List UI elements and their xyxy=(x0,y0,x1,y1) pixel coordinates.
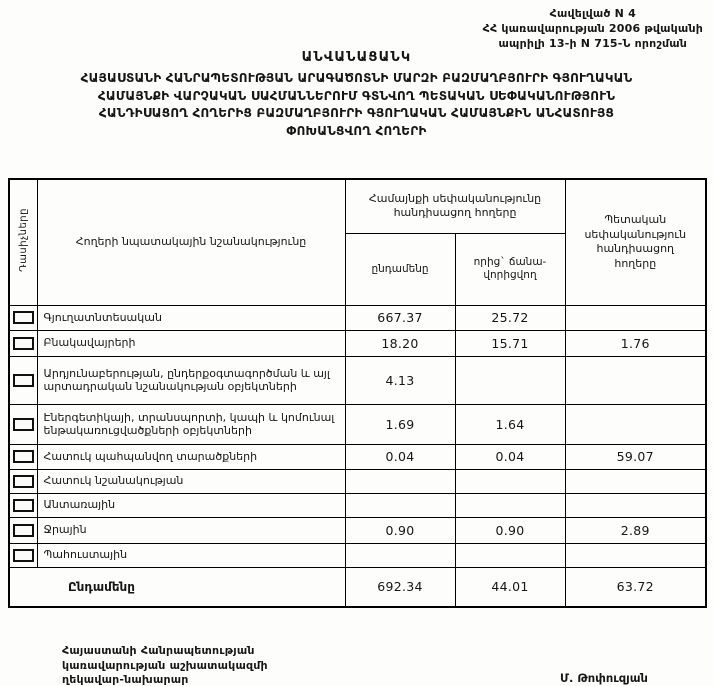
community-total-value: 667.37 xyxy=(345,305,455,330)
decree-year-line: ՀՀ կառավարության 2006 թվականի xyxy=(482,22,703,35)
title-line-4: ՓՈԽԱՆՑՎՈՂ ՀՈՂԵՐԻ xyxy=(286,123,427,138)
community-ofwhich-value: 0.04 xyxy=(455,444,565,469)
column-header-purpose: Հողերի նպատակային նշանակությունը xyxy=(37,179,345,305)
code-box xyxy=(13,374,34,387)
land-transfer-table xyxy=(8,178,707,608)
column-header-codes xyxy=(9,179,37,305)
state-property-value: 59.07 xyxy=(565,444,706,469)
state-property-value xyxy=(565,356,706,404)
land-purpose-label: Հատուկ նշանակության xyxy=(37,469,345,493)
total-community-total-value: 692.34 xyxy=(345,567,455,607)
community-total-value: 4.13 xyxy=(345,356,455,404)
code-cell xyxy=(9,493,37,517)
community-total-value: 0.04 xyxy=(345,444,455,469)
land-purpose-label: Բնակավայրերի xyxy=(37,330,345,356)
community-ofwhich-value xyxy=(455,493,565,517)
code-cell xyxy=(9,469,37,493)
table-row xyxy=(9,543,706,567)
community-total-value: 0.90 xyxy=(345,517,455,543)
codes-vertical-label: Դասիչները xyxy=(17,208,29,273)
title-heading: ԱՆՎԱՆԱՑԱՆԿ xyxy=(301,50,412,65)
code-cell xyxy=(9,330,37,356)
column-header-community: Համայնքի սեփականությունը հանդիսացող հողերը xyxy=(345,179,565,233)
appendix-note xyxy=(483,6,703,51)
community-ofwhich-value: 25.72 xyxy=(455,305,565,330)
total-state-property-value: 63.72 xyxy=(565,567,706,607)
total-row-label: Ընդամենը xyxy=(9,567,345,607)
land-purpose-label: Ջրային xyxy=(37,517,345,543)
code-cell xyxy=(9,356,37,404)
community-total-value xyxy=(345,543,455,567)
land-purpose-label: Արդյունաբերության, ընդերքօգտագործման և այլ արտադրական նշանակության օբյեկտների xyxy=(37,356,345,404)
code-cell xyxy=(9,517,37,543)
code-box xyxy=(13,418,34,431)
column-header-total: ընդամենը xyxy=(345,233,455,305)
title-line-1: ՀԱՅԱՍՏԱՆԻ ՀԱՆՐԱՊԵՏՈՒԹՅԱՆ ԱՐԱԳԱԾՈՏՆԻ ՄԱՐԶԻ ԲԱԶՄԱՂԲՅՈՒՐԻ ԳՅՈՒՂԱԿԱՆ xyxy=(80,71,633,85)
appendix-number: Հավելված N 4 xyxy=(549,7,636,20)
table-row xyxy=(9,469,706,493)
code-box xyxy=(13,499,34,512)
code-cell xyxy=(9,444,37,469)
code-box xyxy=(13,337,34,350)
community-total-value xyxy=(345,493,455,517)
code-box xyxy=(13,524,34,537)
state-property-value xyxy=(565,404,706,444)
authority-line-1: Հայաստանի Հանրապետության xyxy=(62,644,255,657)
community-ofwhich-value: 0.90 xyxy=(455,517,565,543)
authority-line-2: կառավարության աշխատակազմի xyxy=(62,658,268,672)
state-property-value: 2.89 xyxy=(565,517,706,543)
land-purpose-label: Պահուստային xyxy=(37,543,345,567)
total-community-ofwhich-value: 44.01 xyxy=(455,567,565,607)
table-row xyxy=(9,493,706,517)
state-property-value xyxy=(565,305,706,330)
community-total-value xyxy=(345,469,455,493)
column-header-state: Պետական սեփականություն հանդիսացող հողերը xyxy=(565,179,706,305)
document-title xyxy=(0,50,713,140)
code-box xyxy=(13,311,34,324)
community-ofwhich-value: 15.71 xyxy=(455,330,565,356)
state-property-value: 1.76 xyxy=(565,330,706,356)
column-header-of-which: որից` ճանա-վորիցվող xyxy=(455,233,565,305)
land-purpose-label: Անտառային xyxy=(37,493,345,517)
table-row xyxy=(9,517,706,543)
signature-name: Մ. Թոփուզյան xyxy=(560,671,648,685)
signing-authority-block xyxy=(62,644,268,686)
community-ofwhich-value xyxy=(455,543,565,567)
land-purpose-label: Գյուղատնտեսական xyxy=(37,305,345,330)
community-ofwhich-value: 1.64 xyxy=(455,404,565,444)
community-ofwhich-value xyxy=(455,469,565,493)
table-row xyxy=(9,305,706,330)
state-property-value xyxy=(565,543,706,567)
community-total-value: 18.20 xyxy=(345,330,455,356)
table-total-row xyxy=(9,567,706,607)
state-property-value xyxy=(565,469,706,493)
state-property-value xyxy=(565,493,706,517)
code-box xyxy=(13,450,34,463)
code-cell xyxy=(9,305,37,330)
table-row xyxy=(9,404,706,444)
code-box xyxy=(13,475,34,488)
authority-line-3: ղեկավար-նախարար xyxy=(62,673,189,686)
table-row xyxy=(9,330,706,356)
code-box xyxy=(13,549,34,562)
community-ofwhich-value xyxy=(455,356,565,404)
table-row xyxy=(9,444,706,469)
decree-number-line: ապրիլի 13-ի N 715-Ն որոշման xyxy=(498,37,688,50)
code-cell xyxy=(9,543,37,567)
code-cell xyxy=(9,404,37,444)
title-line-3: ՀԱՆԴԻՍԱՑՈՂ ՀՈՂԵՐԻՑ ԲԱԶՄԱՂԲՅՈՒՐԻ ԳՅՈՒՂԱԿԱՆ ՀԱՄԱՅՆՔԻՆ ԱՆՀԱՏՈՒՅՑ xyxy=(98,106,615,120)
community-total-value: 1.69 xyxy=(345,404,455,444)
land-purpose-label: Հատուկ պահպանվող տարածքների xyxy=(37,444,345,469)
title-line-2: ՀԱՄԱՅՆՔԻ ՎԱՐՉԱԿԱՆ ՍԱՀՄԱՆՆԵՐՈՒՄ ԳՏՆՎՈՂ ՊԵՏԱԿԱՆ ՍԵՓԱԿԱՆՈՒԹՅՈՒՆ xyxy=(97,88,616,103)
table-row xyxy=(9,356,706,404)
land-purpose-label: Էներգետիկայի, տրանսպորտի, կապի և կոմունալ ենթակառուցվածքների օբյեկտների xyxy=(37,404,345,444)
